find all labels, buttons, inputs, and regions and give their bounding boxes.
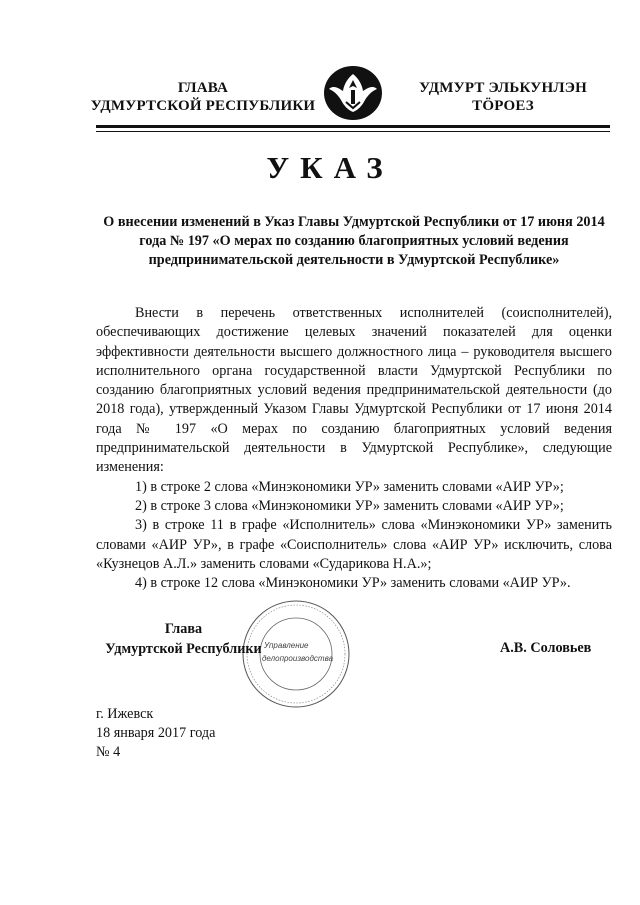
udmurt-coat-of-arms-icon [322,64,384,122]
body-item-2: 2) в строке 3 слова «Минэкономики УР» заменить словами «АИР УР»; [135,497,564,514]
header-right-line2: ТӦРОЕЗ [472,98,534,114]
header-rule-thick [96,125,610,128]
header-left-line1: ГЛАВА [177,80,229,96]
header-right [398,79,608,115]
body-item-4: 4) в строке 12 слова «Минэкономики УР» заменить словами «АИР УР». [135,575,571,592]
document-title: УКАЗ [266,150,394,185]
header-rule-thin [96,131,610,132]
footer-city: г. Ижевск [96,706,154,722]
document-footer [96,705,215,762]
body-item-1: 1) в строке 2 слова «Минэкономики УР» заменить словами «АИР УР»; [135,478,564,495]
signatory-position [96,619,271,659]
stamp-text-line2: делопроизводства [262,654,334,663]
signatory-name: А.В. Соловьев [500,640,592,656]
stamp-text-line1: Управление [264,641,309,650]
header-right-line1: УДМУРТ ЭЛЬКУНЛЭН [419,80,587,96]
header-left [88,79,318,115]
footer-date: 18 января 2017 года [96,725,216,741]
footer-number: № 4 [96,744,121,760]
header-left-line2: УДМУРТСКОЙ РЕСПУБЛИКИ [90,98,316,114]
document-body [96,304,612,593]
body-paragraph-intro: Внести в перечень ответственных исполнителей (соисполнителей), обеспечивающих достижение целевых значений показателей для оценки эффективности деятельности высшего должностного лица – руководителя высшего исполнительного органа государственной власти Удмуртской Республики по созданию благоприятных условий ведения предпринимательской деятельности (до 2018 года), утвержденный Указом Главы Удмуртской Республики от 17 июня 2014 года № 197 «О мерах по созданию благоприятных условий ведения предпринимательской деятельности в Удмуртской Республике», следующие изменения: [96,305,612,476]
signatory-position-line1: Глава [164,621,203,637]
body-item-3: 3) в строке 11 в графе «Исполнитель» слова «Минэкономики УР» заменить словами «АИР УР», в графе «Соисполнитель» слова «АИР УР» исключить, слова «Кузнецов А.Л.» заменить словами «Сударикова Н.А.»; [96,517,612,572]
document-subject: О внесении изменений в Указ Главы Удмуртской Республики от 17 июня 2014 года № 197 «О мерах по созданию благоприятных условий ведения предпринимательской деятельности в Удмуртской Республике» [103,214,605,268]
signatory-position-line2: Удмуртской Республики [105,641,262,657]
